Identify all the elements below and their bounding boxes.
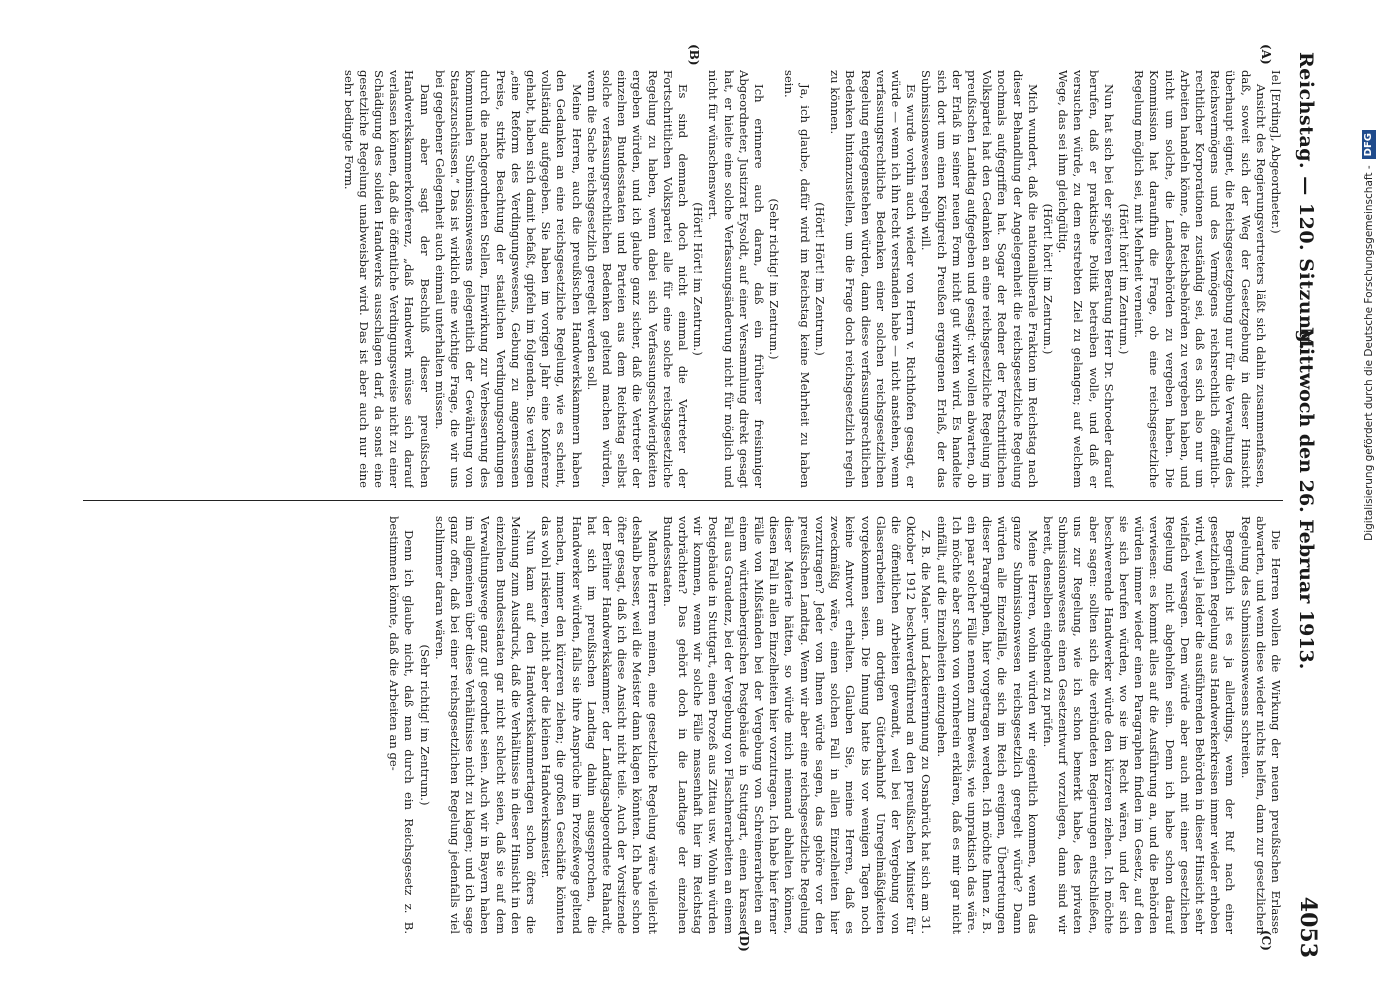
- paragraph: Es wurde vorhin auch wieder von Herrn v. Richthofen gesagt, er würde — wenn ich ihn recht verstanden habe — nicht anstehen, wenn verfassungsrechtliche Bedenken einer solchen reichsgesetzlichen Regelung entgegenstehen würden, dann diese verfassungsrechtlichen Bedenken hintanzustellen, um die Frage doch reichsgesetzlich regeln zu können.: [828, 70, 919, 488]
- interjection: (Hört! hört! im Zentrum.): [1116, 203, 1131, 355]
- paragraph: Ich erinnere auch daran, daß ein früherer freisinniger Abgeordneter, Justizrat Eysoldt, auf einer Versammlung direkt gesagt hat, er hielte eine solche Verfassungsänderung nicht für möglich und nicht für wünschenswert.: [706, 70, 767, 488]
- interjection: (Hört! hört! im Zentrum.): [1040, 203, 1055, 355]
- left-column: [35, 70, 1283, 488]
- paragraph: Die Herren wollen die Wirkung der neuen preußischen Erlasse abwarten, und wenn diese wieder nichts helfen, dann zur gesetzlichen Regelung des Submissionswesens schreiten.: [1238, 516, 1283, 934]
- header-date: Mittwoch den 26. Februar 1913.: [1295, 327, 1317, 670]
- header-session: Reichstag. — 120. Sitzung.: [1295, 52, 1317, 351]
- speaker-continuation: Iel [Erding], Abgeordneter.): [1269, 70, 1283, 234]
- paragraph: Nun hat sich bei der späteren Beratung Herr Dr. Schroeder darauf berufen, daß er praktische Politik betreiben wolle, und daß er versuchen würde, zu dem erstrebten Ziel zu gelangen; auf welchem Wege, das sei ihm gleichgültig.: [1056, 70, 1116, 488]
- paragraph: Meine Herren, wohin würden wir eigentlich kommen, wenn das ganze Submissionswesen reichsgesetzlich geregelt würde? Dann würden alle Einzelfälle, die sich im Reich ereignen, Übertretungen dieser Paragraphen, hier vorgetragen werden. Ich möchte Ihnen z. B. ein paar solcher Fälle nennen zum Beweis, wie unpraktisch das wäre. Ich möchte aber schon von vornherein erklären, daß es mir gar nicht einfällt, auf die Einzelheiten einzugehen.: [934, 516, 1040, 934]
- margin-mark-b: (B): [687, 44, 701, 66]
- paragraph: Denn ich glaube nicht, daß man durch ein Reichsgesetz z. B. bestimmen könnte, daß die Arbeiten an ge-: [387, 516, 417, 934]
- credit-text: Digitalisierung gefördert durch die Deutsche Forschungsgemeinschaft -: [1363, 165, 1375, 541]
- paragraph: Ansicht des Regierungsvertreters läßt sich dahin zusammenfassen, daß, soweit sich der Weg der Gesetzgebung in dieser Hinsicht überhaupt eignet, die Reichsgesetzgebung nur für die Verwaltung des Reichsvermögens und des Vermögens reichsrechtlich öffentlich-rechtlicher Korporationen zuständig sei, daß es sich also nur um Arbeiten handeln könne, die Reichsbehörden zu vergeben haben, und nicht um solche, die Landesbehörden zu vergeben haben. Die Kommission hat daraufhin die Frage, ob eine reichsgesetzliche Regelung möglich sei, mit Mehrheit verneint.: [1132, 70, 1268, 488]
- page-number: 4053: [1295, 896, 1321, 958]
- interjection: (Sehr richtig! im Zentrum.): [767, 198, 782, 360]
- paragraph: Meine Herren, auch die preußischen Handwerkskammern haben den Gedanken an eine reichsgesetzliche Regelung, wie es scheint, vollständig aufgegeben. Sie haben im vorigen Jahr eine Konferenz gehabt, haben sich damit befaßt, gipfeln im folgenden. Sie verlangen „eine Reform des Verdingungswesens, Gebung zu angemessenen Preise, strikte Beachtung der staatlichen Verdingungsordnungen durch die nachgeordneten Stellen, Einwirkung zur Verbesserung des kommunalen Submissionswesens gelegentlich der Gewährung von Staatszuschüssen.“ Das ist wirklich eine wichtige Frage, die wir uns bei gegebener Gelegenheit auch einmal unterhalten müssen.: [432, 70, 584, 488]
- margin-mark-d: (D): [737, 930, 751, 952]
- interjection: (Hört! Hört! im Zentrum.): [691, 202, 706, 356]
- paragraph: Ja, ich glaube, dafür wird im Reichstag keine Mehrheit zu haben sein.: [782, 70, 812, 488]
- paragraph: Begreiflich ist es ja allerdings, wenn der Ruf nach einer gesetzlichen Regelung aus Handwerkerkreisen immer wieder erhoben wird, weil ja leider die ausführenden Behörden in dieser Hinsicht sehr vielfach versagen. Dem würde aber auch mit einer gesetzlichen Regelung nicht abgeholfen sein. Denn ich habe schon darauf verwiesen: es kommt alles auf die Ausführung an, und die Behörden würden immer wieder einen Paragraphen finden im Gesetz, auf den sie sich berufen würden, wo sie im Recht wären, und der sich beschwerende Handwerker würde den kürzeren ziehen. Ich möchte aber sagen: sollten sich die verbündeten Regierungen entschließen, uns zur Regelung, wie ich schon bemerkt habe, des privaten Submissionswesens einen Gesetzentwurf vorzulegen, dann sind wir bereit, denselben eingehend zu prüfen.: [1040, 516, 1238, 934]
- paragraph: Nun kam auf den Handwerkskammertagen schon öfters die Meinung zum Ausdruck, daß die Verhältnisse in dieser Hinsicht in den einzelnen Bundesstaaten gar nicht schlecht seien, daß sie auf dem Verwaltungswege ganz gut geordnet seien. Auch wir in Bayern haben im allgemeinen über diese Verhältnisse nicht zu klagen; und ich sage ganz offen, daß bei einer reichsgesetzlichen Regelung jedenfalls viel schlimmer daran wären.: [432, 516, 539, 934]
- paragraph: Es sind demnach doch nicht einmal die Vertreter der Fortschrittlichen Volkspartei alle für eine solche reichsgesetzliche Regelung zu haben, wenn dabei sich Verfassungsschwierigkeiten ergeben würden, und ich glaube ganz sicher, daß die Vertreter der einzelnen Bundesstaaten und Parteien aus dem Reichstag selbst solche verfassungsrechtlichen Bedenken geltend machen würden, wenn die Sache reichsgesetzlich geregelt werden soll.: [584, 70, 691, 488]
- paragraph: Dann aber sagt der Beschluß dieser preußischen Handwerkskammerkonferenz, „daß Handwerk müsse sich darauf verlassen können, daß die öffentliche Verdingungsweise nicht zu einer Schädigung des soliden Handwerks ausschlagen darf, da sonst eine gesetzliche Regelung unabweisbar wird. Das ist aber auch nur eine sehr bedingte Form.: [341, 70, 432, 488]
- interjection: (Sehr richtig! im Zentrum.): [417, 644, 432, 806]
- margin-mark-c: (C): [1259, 930, 1273, 951]
- margin-mark-a: (A): [1259, 44, 1273, 65]
- column-divider: [83, 500, 1283, 501]
- paragraph: Z. B. die Maler- und Lackiererinnung zu Osnabrück hat sich am 31. Oktober 1912 beschwerdeführend an den preußischen Minister für die öffentlichen Arbeiten gewandt, weil bei der Vergebung von Glaserarbeiten am dortigen Güterbahnhof Unregelmäßigkeiten vorgekommen seien. Die Innung hatte bis vor wenigen Tagen noch keine Antwort erhalten. Glauben Sie, meine Herren, daß es zweckmäßig wäre, einen solchen Fall in allen Einzelheiten hier vorzutragen? Jeder von Ihnen würde sagen, das gehöre vor den preußischen Landtag. Wenn wir aber eine reichsgesetzliche Regelung dieser Materie hätten, so würde mich niemand abhalten können, diesen Fall in allen Einzelheiten hier vorzutragen. Ich habe hier ferner Fälle von Mißständen bei der Vergebung von Schreinerarbeiten an einem württembergischen Postgebäude in Stuttgart, einen krassen Fall aus Graudenz, bei der Vergebung von Flaschnerarbeiten an einem Postgebäude in Stuttgart, einen Prozeß aus Zittau usw. Wohin würden wir kommen, wenn wir solche Fälle massenhaft hier im Reichstag vorbrächten? Das gehört doch in die Landtage der einzelnen Bundesstaaten.: [660, 516, 934, 934]
- dfg-logo: DFG: [1362, 130, 1376, 159]
- interjection: (Hört! Hört! im Zentrum.): [812, 202, 827, 356]
- paragraph: Mich wundert, daß die nationalliberale Fraktion im Reichstag nach dieser Behandlung der Angelegenheit die reichsgesetzliche Regelung nochmals aufgegriffen hat. Sogar der Redner der Fortschrittlichen Volkspartei hat den Gedanken an eine reichsgesetzliche Regelung im preußischen Landtag aufgegeben und gesagt: wir wollen abwarten, ob der Erlaß in seiner neuen Form nicht gut wirken wird. Es handelte sich dort um einen Königreich Preußen ergangenen Erlaß, der das Submissionswesen regeln will.: [919, 70, 1040, 488]
- right-column: [35, 516, 1283, 934]
- page-header: [1283, 52, 1323, 958]
- digitization-credit: [1355, 130, 1383, 990]
- paragraph: Manche Herren meinen, eine gesetzliche Regelung wäre vielleicht deshalb besser, weil die Meister dann klagen könnten. Ich habe schon öfter gesagt, daß ich diese Ansicht nicht teile. Auch der Vorsitzende der Berliner Handwerkskammer, der Landtagsabgeordnete Rahardt, hat sich im preußischen Landtag dahin ausgesprochen, die Handwerker würden, falls sie ihre Ansprüche im Prozeßwege geltend machen, immer den kürzeren ziehen; die großen Geschäfte könnten das wohl riskieren, nicht aber die kleinen Handwerksmeister.: [539, 516, 660, 934]
